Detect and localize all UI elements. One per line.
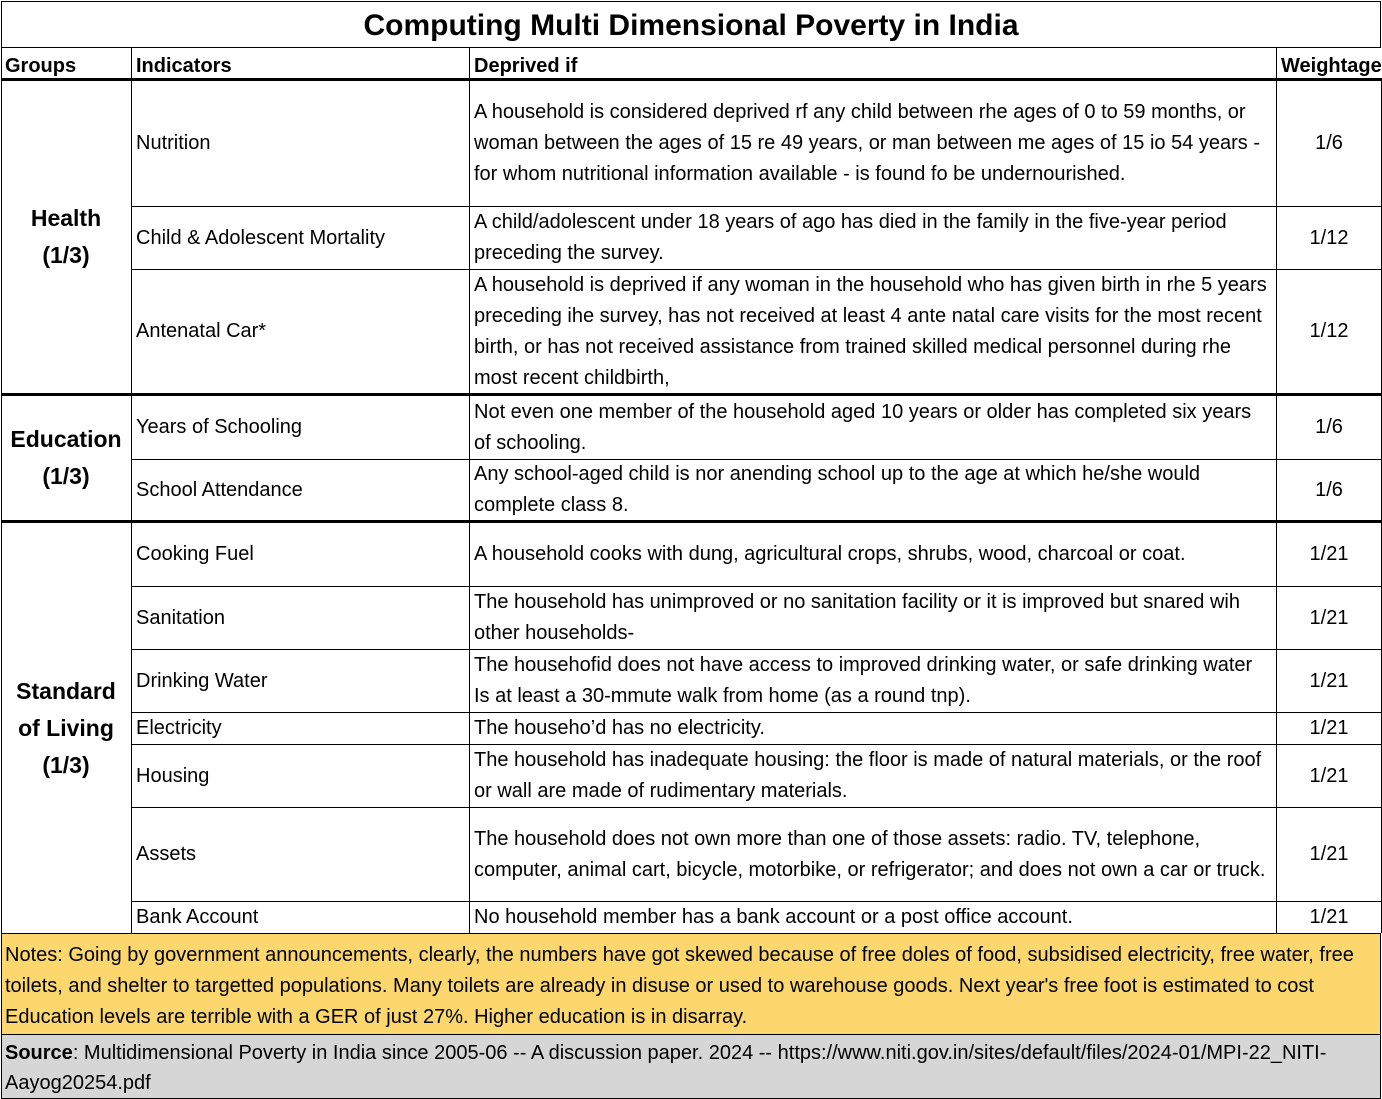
table-row-indicator: Electricity <box>132 713 470 745</box>
table-row-indicator: Sanitation <box>132 587 470 650</box>
table-row-indicator: School Attendance <box>132 460 470 523</box>
table-row-deprived: The househo’d has no electricity. <box>470 713 1277 745</box>
table-row-weight: 1/21 <box>1277 523 1382 587</box>
group-health-name: Health <box>30 205 102 231</box>
table-row-deprived: The househofid does not have access to improved drinking water, or safe drinking water Is at least a 30-mmute walk from home (as a round tnp). <box>470 650 1277 713</box>
table-row-indicator: Assets <box>132 808 470 902</box>
header-indicators: Indicators <box>132 48 470 81</box>
table-title: Computing Multi Dimensional Poverty in India <box>1 1 1381 48</box>
header-groups: Groups <box>1 48 132 81</box>
group-living-name-line2: of Living <box>18 714 114 741</box>
table-row-weight: 1/21 <box>1277 808 1382 902</box>
source-label: Source <box>5 1042 73 1064</box>
table-row-indicator: Child & Adolescent Mortality <box>132 207 470 270</box>
group-standard-of-living <box>1 523 132 933</box>
group-health-weight: (1/3) <box>42 242 90 268</box>
table-row-deprived: No household member has a bank account or a post office account. <box>470 902 1277 933</box>
table-row-indicator: Antenatal Car* <box>132 270 470 396</box>
table-row-weight: 1/6 <box>1277 396 1382 460</box>
group-living-name-line1: Standard <box>16 677 116 704</box>
table-row-weight: 1/21 <box>1277 650 1382 713</box>
table-row-weight: 1/21 <box>1277 713 1382 745</box>
table-row-deprived: The household does not own more than one of those assets: radio. TV, telephone, computer, animal cart, bicycle, motorbike, or refrigerator; and does not own a car or truck. <box>470 808 1277 902</box>
table-row-deprived: A household cooks with dung, agricultural crops, shrubs, wood, charcoal or coat. <box>470 523 1277 587</box>
table-row-weight: 1/6 <box>1277 460 1382 523</box>
group-health <box>1 81 132 396</box>
header-deprived-if: Deprived if <box>470 48 1277 81</box>
table-row-indicator: Drinking Water <box>132 650 470 713</box>
source-text: : Multidimensional Poverty in India since 2005-06 -- A discussion paper. 2024 -- https://www.niti.gov.in/sites/default/files/2024-01/MPI-22_NITI-Aayog20254.pdf <box>5 1042 1327 1094</box>
table-row-indicator: Cooking Fuel <box>132 523 470 587</box>
table-row-deprived: The household has unimproved or no sanitation facility or it is improved but snared wih other households- <box>470 587 1277 650</box>
table-row-weight: 1/21 <box>1277 587 1382 650</box>
table-row-weight: 1/12 <box>1277 207 1382 270</box>
table-row-deprived: The household has inadequate housing: the floor is made of natural materials, or the roof or wall are made of rudimentary materials. <box>470 745 1277 808</box>
table-row-deprived: A household is considered deprived rf any child between rhe ages of 0 to 59 months, or woman between the ages of 15 re 49 years, or man between me ages of 15 io 54 years -for whom nutritional information available - is found fo be undernourished. <box>470 81 1277 207</box>
table-row-indicator: Housing <box>132 745 470 808</box>
table-row-deprived: A child/adolescent under 18 years of ago has died in the family in the five-year period preceding the survey. <box>470 207 1277 270</box>
table-row-indicator: Bank Account <box>132 902 470 933</box>
group-education-weight: (1/3) <box>42 463 90 489</box>
table-row-deprived: Any school-aged child is nor anending school up to the age at which he/she would complete class 8. <box>470 460 1277 523</box>
table-row-weight: 1/12 <box>1277 270 1382 396</box>
header-weightage: Weightage <box>1277 48 1382 81</box>
table-row-deprived: Not even one member of the household aged 10 years or older has completed six years of schooling. <box>470 396 1277 460</box>
table-row-deprived: A household is deprived if any woman in the household who has given birth in rhe 5 years preceding ihe survey, has not received at least 4 ante natal care visits for the most recent birth, or has not received assistance from trained skilled medical personnel during rhe most recent childbirth, <box>470 270 1277 396</box>
table-row-indicator: Years of Schooling <box>132 396 470 460</box>
notes-box: Notes: Going by government announcements, clearly, the numbers have got skewed because of free doles of food, subsidised electricity, free water, free toilets, and shelter to targetted populations. Many toilets are already in disuse or used to warehouse goods. Next year's free foot is estimated to cost Education levels are terrible with a GER of just 27%. Higher education is in disarray. <box>1 933 1381 1035</box>
table-row-weight: 1/6 <box>1277 81 1382 207</box>
source-box <box>1 1035 1381 1099</box>
table-row-weight: 1/21 <box>1277 745 1382 808</box>
group-living-weight: (1/3) <box>42 751 90 778</box>
table-row-indicator: Nutrition <box>132 81 470 207</box>
table-row-weight: 1/21 <box>1277 902 1382 933</box>
group-education <box>1 396 132 523</box>
group-education-name: Education <box>10 426 122 452</box>
